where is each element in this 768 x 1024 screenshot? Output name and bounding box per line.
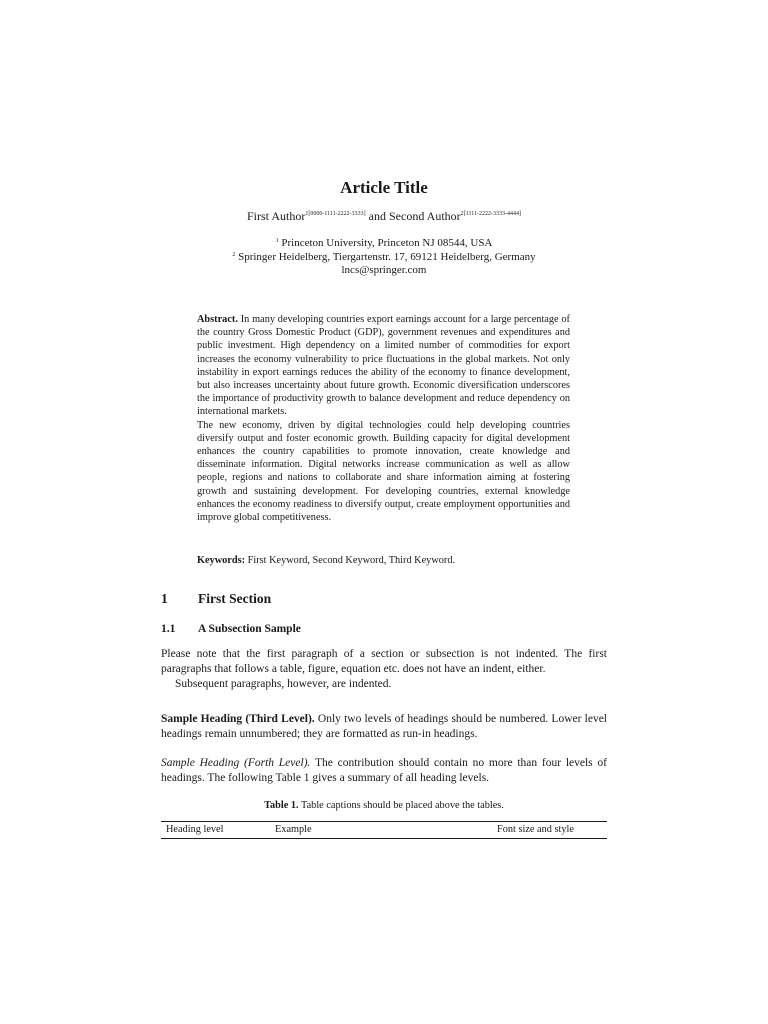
table-caption-label: Table 1. (264, 800, 299, 811)
subsequent-paragraph: Subsequent paragraphs, however, are indented. (175, 678, 392, 691)
section-title: First Section (198, 591, 272, 606)
abstract-paragraph-1 (197, 313, 570, 419)
subsection-number: 1.1 (161, 623, 176, 635)
first-author: First Author (247, 209, 306, 223)
affiliation-1-text: Princeton University, Princeton NJ 08544, USA (278, 237, 493, 249)
body-paragraphs-1 (161, 647, 607, 693)
keywords-label: Keywords: (197, 555, 246, 566)
affiliation-2-text: Springer Heidelberg, Tiergartenstr. 17, 69121 Heidelberg, Germany (235, 251, 536, 263)
section-heading (161, 591, 271, 607)
subsection-title: A Subsection Sample (198, 623, 301, 635)
third-level-text: Only two levels of headings should be numbered. Lower level headings remain unnumbered; they are formatted as run-in headings. (161, 713, 607, 741)
table-header-heading-level: Heading level (166, 824, 224, 835)
table-caption-text: Table captions should be placed above the tables. (298, 800, 504, 811)
table-header-example: Example (275, 824, 312, 835)
keywords-text: First Keyword, Second Keyword, Third Keyword. (245, 555, 456, 566)
third-level-paragraph (161, 712, 607, 742)
affiliation-1 (0, 237, 768, 249)
subsection-heading (161, 623, 301, 635)
table-1-header (161, 821, 607, 839)
abstract-label: Abstract. (197, 314, 238, 325)
table-header-font-size: Font size and style (497, 824, 574, 835)
author-email: lncs@springer.com (341, 264, 427, 276)
abstract-text-1: In many developing countries export earnings account for a large percentage of the country Gross Domestic Product (GDP), government revenues and expenditures and public investment. High dependency on a limited number of commodities for export increases the economy vulnerability to price fluctuations in the global markets. Not only instability in export earnings reduces the ability of the economy to finance development, but also increases uncertainty about future growth. Economic diversification underscores the importance of productivity growth to balance development and reduce dependency on international markets. (197, 314, 570, 418)
first-paragraph: Please note that the first paragraph of a section or subsection is not indented. The first paragraphs that follows a table, figure, equation etc. does not have an indent, either. (161, 648, 607, 676)
author-line (0, 209, 768, 224)
third-level-heading: Sample Heading (Third Level). (161, 713, 315, 725)
author-conjunction: and (365, 209, 389, 223)
affiliation-2 (0, 251, 768, 263)
first-author-orcid: 1[0000-1111-2222-3333] (305, 211, 366, 217)
article-title: Article Title (340, 178, 428, 197)
section-number: 1 (161, 591, 168, 606)
keywords (197, 555, 570, 566)
abstract (197, 313, 570, 524)
fourth-level-paragraph (161, 756, 607, 786)
affiliation-1-mark: 1 (275, 238, 279, 244)
abstract-paragraph-2: The new economy, driven by digital technologies could help developing countries diversify output and foster economic growth. Building capacity for digital development enhances the country capabilities to promote innovation, create knowledge and disseminate information. Digital networks increase communication as well as allow people, regions and nations to collaborate and share information aiming at fostering growth and sustaining development. For developing countries, external knowledge enhances the economy readiness to diversify output, create employment opportunities and improve global competitiveness. (197, 419, 570, 524)
fourth-level-text: The contribution should contain no more than four levels of headings. The following Table 1 gives a summary of all heading levels. (161, 757, 607, 785)
second-author-orcid: 2[1111-2222-3333-4444] (460, 211, 521, 217)
fourth-level-heading: Sample Heading (Forth Level). (161, 757, 311, 769)
affiliation-2-mark: 2 (232, 252, 236, 258)
second-author: Second Author (389, 209, 461, 223)
table-caption (0, 800, 768, 811)
